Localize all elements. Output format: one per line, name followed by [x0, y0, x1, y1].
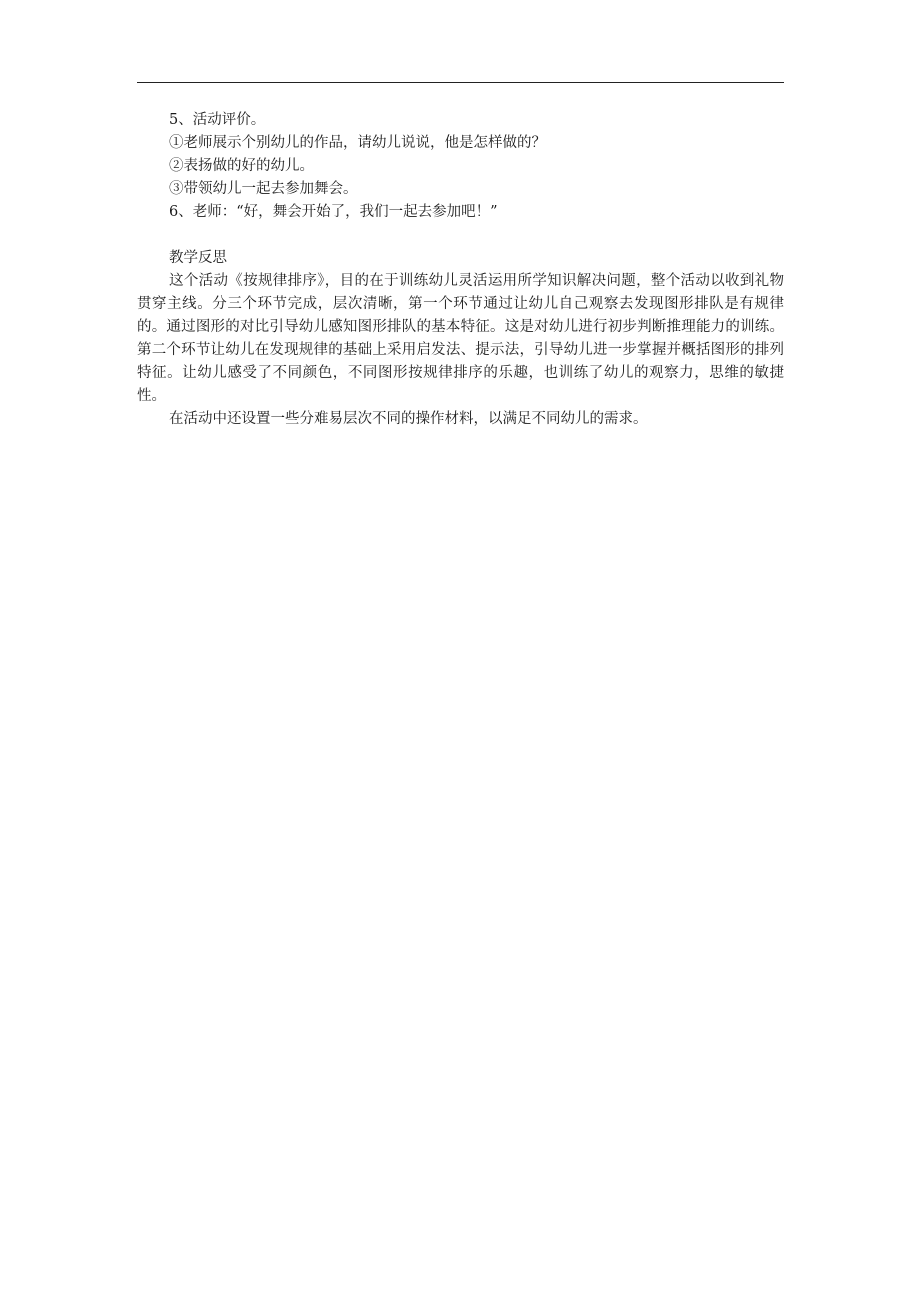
list-item: ③带领幼儿一起去参加舞会。: [169, 181, 358, 197]
header-rule: [137, 82, 784, 83]
section-6-text: 6、老师：“好，舞会开始了，我们一起去参加吧！”: [169, 204, 498, 220]
spacer: [137, 224, 784, 247]
list-item: ①老师展示个别幼儿的作品，请幼儿说说，他是怎样做的？: [169, 135, 546, 151]
reflection-paragraph: 在活动中还设置一些分难易层次不同的操作材料，以满足不同幼儿的需求。: [169, 411, 648, 427]
reflection-heading: 教学反思: [169, 250, 227, 266]
section-5-heading: 5、活动评价。: [169, 112, 266, 128]
reflection-paragraph: 这个活动《按规律排序》，目的在于训练幼儿灵活运用所学知识解决问题，整个活动以收到礼物贯穿主线。分三个环节完成，层次清晰，第一个环节通过让幼儿自己观察去发现图形排队是有规律的。通过图形的对比引导幼儿感知图形排队的基本特征。这是对幼儿进行初步判断推理能力的训练。第二个环节让幼儿在发现规律的基础上采用启发法、提示法，引导幼儿进一步掌握并概括图形的排列特征。让幼儿感受了不同颜色，不同图形按规律排序的乐趣，也训练了幼儿的观察力，思维的敏捷性。: [137, 273, 784, 404]
list-item: ②表扬做的好的幼儿。: [169, 158, 314, 174]
document-body: [137, 109, 784, 431]
